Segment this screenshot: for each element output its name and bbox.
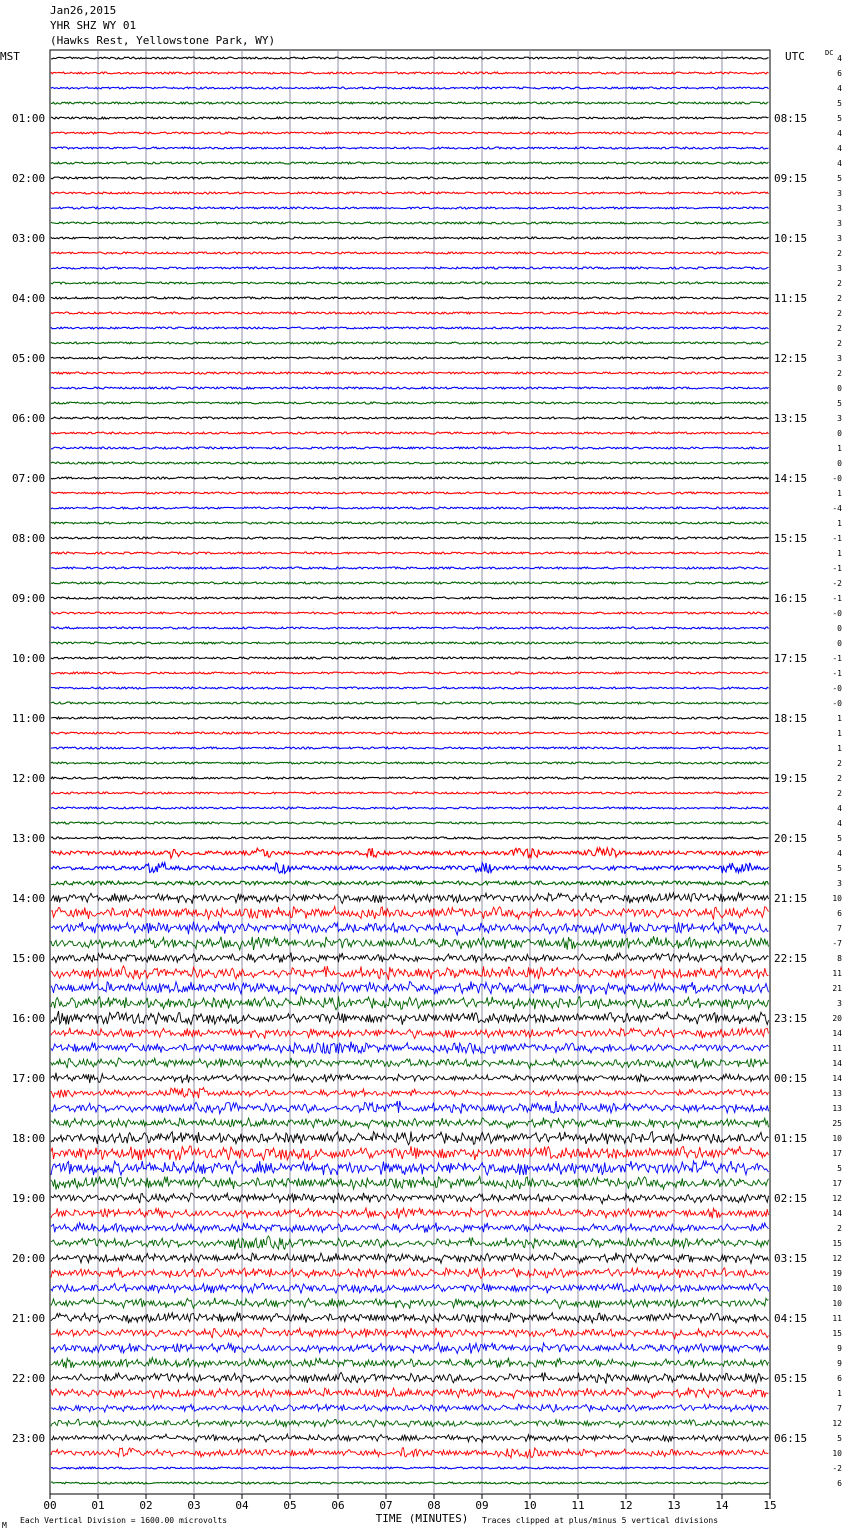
dc-offset-value: 1 <box>837 489 842 498</box>
utc-hour-label: 18:15 <box>774 712 808 725</box>
dc-offset-value: 2 <box>837 369 842 378</box>
mst-hour-label: 23:00 <box>12 1432 46 1445</box>
mst-hour-label: 06:00 <box>12 412 46 425</box>
seismic-trace <box>51 732 769 734</box>
dc-offset-value: 5 <box>837 99 842 108</box>
seismic-trace <box>51 357 769 359</box>
seismic-trace <box>51 1419 769 1427</box>
mst-hour-label: 04:00 <box>12 292 46 305</box>
dc-offset-value: 5 <box>837 174 842 183</box>
seismic-trace <box>51 1042 769 1054</box>
dc-offset-value: 10 <box>832 1284 842 1293</box>
utc-hour-label: 02:15 <box>774 1192 808 1205</box>
mst-hour-label: 22:00 <box>12 1372 46 1385</box>
record-date: Jan26,2015 <box>50 4 117 17</box>
dc-offset-value: 4 <box>837 819 842 828</box>
dc-offset-value: 3 <box>837 219 842 228</box>
seismic-trace <box>51 417 769 419</box>
dc-offset-value: 2 <box>837 789 842 798</box>
dc-offset-value: 6 <box>837 69 842 78</box>
mst-hour-label: 01:00 <box>12 112 46 125</box>
x-tick-label: 04 <box>235 1499 249 1512</box>
seismic-trace <box>51 447 769 449</box>
seismic-trace <box>51 687 769 689</box>
seismic-trace <box>51 312 769 314</box>
x-axis-label: TIME (MINUTES) <box>375 1512 469 1525</box>
seismic-trace <box>51 906 769 919</box>
mst-hour-label: 19:00 <box>12 1192 46 1205</box>
seismic-trace <box>51 642 769 644</box>
label-group <box>0 49 842 1525</box>
dc-offset-value: 3 <box>837 204 842 213</box>
utc-hour-label: 09:15 <box>774 172 808 185</box>
dc-offset-value: 2 <box>837 339 842 348</box>
dc-offset-value: 14 <box>832 1074 842 1083</box>
utc-axis-label: UTC <box>785 50 805 63</box>
utc-hour-label: 01:15 <box>774 1132 808 1145</box>
x-tick-label: 09 <box>475 1499 489 1512</box>
dc-offset-value: 5 <box>837 1164 842 1173</box>
dc-offset-value: 2 <box>837 309 842 318</box>
utc-hour-label: 11:15 <box>774 292 808 305</box>
seismic-trace <box>51 1088 769 1099</box>
dc-offset-value: -1 <box>832 534 842 543</box>
mst-hour-label: 07:00 <box>12 472 46 485</box>
seismic-trace <box>51 893 769 904</box>
x-tick-label: 14 <box>715 1499 729 1512</box>
utc-hour-label: 12:15 <box>774 352 808 365</box>
scale-note: Each Vertical Division = 1600.00 microvolts <box>20 1516 228 1525</box>
dc-offset-value: 0 <box>837 429 842 438</box>
utc-hour-label: 21:15 <box>774 892 808 905</box>
dc-offset-value: 3 <box>837 879 842 888</box>
dc-offset-value: 15 <box>832 1329 842 1338</box>
seismic-trace <box>51 1176 769 1189</box>
seismic-trace <box>51 177 769 179</box>
dc-offset-value: 10 <box>832 1299 842 1308</box>
seismic-trace <box>51 672 769 674</box>
seismic-trace <box>51 297 769 299</box>
x-tick-label: 10 <box>523 1499 537 1512</box>
seismic-trace <box>51 1434 769 1442</box>
mst-hour-label: 20:00 <box>12 1252 46 1265</box>
x-tick-label: 08 <box>427 1499 441 1512</box>
seismic-trace <box>51 1253 769 1264</box>
dc-offset-value: 11 <box>832 1044 842 1053</box>
mst-hour-label: 05:00 <box>12 352 46 365</box>
dc-offset-value: 3 <box>837 264 842 273</box>
dc-offset-value: 10 <box>832 1134 842 1143</box>
dc-offset-value: 3 <box>837 234 842 243</box>
seismic-trace <box>51 507 769 509</box>
dc-offset-value: 5 <box>837 1434 842 1443</box>
seismic-trace <box>51 921 769 935</box>
dc-offset-value: -1 <box>832 669 842 678</box>
seismic-trace <box>51 1146 769 1160</box>
seismic-trace <box>51 342 769 344</box>
utc-hour-label: 10:15 <box>774 232 808 245</box>
dc-offset-value: 7 <box>837 1404 842 1413</box>
dc-offset-value: -4 <box>832 504 842 513</box>
seismic-trace <box>51 72 769 74</box>
dc-offset-value: 4 <box>837 129 842 138</box>
dc-offset-value: -1 <box>832 564 842 573</box>
seismic-trace <box>51 1208 769 1219</box>
x-tick-label: 02 <box>139 1499 153 1512</box>
seismic-trace <box>51 387 769 389</box>
seismic-trace <box>51 1482 769 1484</box>
seismic-trace <box>51 477 769 479</box>
x-tick-label: 01 <box>91 1499 105 1512</box>
dc-offset-value: 4 <box>837 84 842 93</box>
dc-offset-value: 1 <box>837 549 842 558</box>
seismic-trace <box>51 747 769 749</box>
seismic-trace <box>51 117 769 119</box>
dc-offset-value: 4 <box>837 54 842 63</box>
dc-offset-value: 4 <box>837 804 842 813</box>
mst-hour-label: 21:00 <box>12 1312 46 1325</box>
seismic-trace <box>51 1388 769 1399</box>
dc-offset-value: 2 <box>837 279 842 288</box>
dc-offset-value: 6 <box>837 1479 842 1488</box>
x-tick-label: 03 <box>187 1499 201 1512</box>
dc-offset-value: 25 <box>832 1119 842 1128</box>
trace-group <box>51 57 769 1484</box>
seismic-trace <box>51 582 769 584</box>
seismic-trace <box>51 1161 769 1175</box>
dc-offset-value: 2 <box>837 249 842 258</box>
dc-offset-value: 1 <box>837 1389 842 1398</box>
seismic-trace <box>51 996 769 1009</box>
seismic-trace <box>51 267 769 269</box>
dc-offset-value: -0 <box>832 699 842 708</box>
seismic-trace <box>51 981 769 994</box>
dc-offset-value: 20 <box>832 1014 842 1023</box>
seismic-trace <box>51 1028 769 1039</box>
dc-offset-value: -0 <box>832 609 842 618</box>
seismic-trace <box>51 1118 769 1129</box>
dc-offset-value: -2 <box>832 1464 842 1473</box>
seismic-trace <box>51 953 769 963</box>
dc-offset-value: 0 <box>837 459 842 468</box>
x-tick-label: 06 <box>331 1499 345 1512</box>
seismic-trace <box>51 552 769 554</box>
dc-offset-value: 5 <box>837 114 842 123</box>
dc-offset-value: 12 <box>832 1254 842 1263</box>
mst-hour-label: 13:00 <box>12 832 46 845</box>
seismic-trace <box>51 1283 769 1293</box>
seismic-trace <box>51 848 769 859</box>
dc-offset-value: 14 <box>832 1059 842 1068</box>
seismic-trace <box>51 1223 769 1233</box>
seismic-trace <box>51 567 769 569</box>
utc-hour-label: 20:15 <box>774 832 808 845</box>
seismic-trace <box>51 1372 769 1383</box>
utc-hour-label: 13:15 <box>774 412 808 425</box>
utc-hour-label: 06:15 <box>774 1432 808 1445</box>
dc-offset-value: 19 <box>832 1269 842 1278</box>
seismic-trace <box>51 1313 769 1324</box>
dc-offset-value: 11 <box>832 969 842 978</box>
seismic-trace <box>51 702 769 704</box>
seismic-trace <box>51 1448 769 1458</box>
dc-offset-value: 13 <box>832 1089 842 1098</box>
seismic-trace <box>51 1358 769 1369</box>
dc-offset-value: 17 <box>832 1149 842 1158</box>
utc-hour-label: 05:15 <box>774 1372 808 1385</box>
x-tick-label: 00 <box>43 1499 57 1512</box>
utc-hour-label: 08:15 <box>774 112 808 125</box>
dc-offset-value: 10 <box>832 894 842 903</box>
dc-offset-value: 3 <box>837 189 842 198</box>
seismic-trace <box>51 87 769 89</box>
seismic-trace <box>51 237 769 239</box>
mst-hour-label: 16:00 <box>12 1012 46 1025</box>
dc-offset-value: 2 <box>837 294 842 303</box>
dc-offset-value: 4 <box>837 849 842 858</box>
utc-hour-label: 04:15 <box>774 1312 808 1325</box>
x-tick-label: 15 <box>763 1499 777 1512</box>
seismic-trace <box>51 1131 769 1144</box>
dc-offset-value: -1 <box>832 594 842 603</box>
seismic-trace <box>51 762 769 764</box>
utc-hour-label: 23:15 <box>774 1012 808 1025</box>
dc-offset-value: 1 <box>837 519 842 528</box>
dc-offset-value: -7 <box>832 939 842 948</box>
station-code: YHR SHZ WY 01 <box>50 19 137 32</box>
mst-hour-label: 12:00 <box>12 772 46 785</box>
seismic-trace <box>51 1343 769 1354</box>
dc-offset-value: -1 <box>832 654 842 663</box>
dc-offset-value: 15 <box>832 1239 842 1248</box>
dc-offset-value: 4 <box>837 159 842 168</box>
seismic-trace <box>51 1298 769 1309</box>
dc-offset-value: 2 <box>837 1224 842 1233</box>
plot-grid <box>50 50 770 1494</box>
seismic-trace <box>51 537 769 539</box>
dc-offset-value: 9 <box>837 1359 842 1368</box>
dc-offset-value: 10 <box>832 1449 842 1458</box>
seismic-trace <box>51 1467 769 1469</box>
seismic-trace <box>51 597 769 599</box>
dc-offset-value: -2 <box>832 579 842 588</box>
utc-hour-label: 00:15 <box>774 1072 808 1085</box>
plot-frame <box>50 50 770 1494</box>
dc-column-label: DC <box>825 49 834 57</box>
dc-offset-value: 7 <box>837 924 842 933</box>
dc-offset-value: 12 <box>832 1194 842 1203</box>
seismic-trace <box>51 132 769 134</box>
dc-offset-value: 14 <box>832 1209 842 1218</box>
mst-hour-label: 08:00 <box>12 532 46 545</box>
seismic-trace <box>51 222 769 224</box>
seismic-trace <box>51 627 769 629</box>
dc-offset-value: 8 <box>837 954 842 963</box>
dc-offset-value: 0 <box>837 624 842 633</box>
seismic-trace <box>51 432 769 434</box>
seismic-trace <box>51 372 769 374</box>
mst-hour-label: 17:00 <box>12 1072 46 1085</box>
seismic-trace <box>51 1328 769 1339</box>
seismic-trace <box>51 1073 769 1083</box>
x-tick-label: 05 <box>283 1499 297 1512</box>
dc-offset-value: 1 <box>837 444 842 453</box>
utc-hour-label: 16:15 <box>774 592 808 605</box>
mst-axis-label: MST <box>0 50 20 63</box>
seismic-trace <box>51 327 769 329</box>
seismic-trace <box>51 717 769 719</box>
x-tick-label: 13 <box>667 1499 681 1512</box>
dc-offset-value: 14 <box>832 1029 842 1038</box>
mst-hour-label: 15:00 <box>12 952 46 965</box>
seismic-trace <box>51 1193 769 1204</box>
seismic-trace <box>51 612 769 614</box>
dc-offset-value: 1 <box>837 729 842 738</box>
seismic-trace <box>51 1101 769 1114</box>
seismic-trace <box>51 1058 769 1069</box>
dc-offset-value: 13 <box>832 1104 842 1113</box>
seismic-trace <box>51 777 769 779</box>
seismic-trace <box>51 192 769 194</box>
seismic-trace <box>51 863 769 874</box>
dc-offset-value: 17 <box>832 1179 842 1188</box>
seismic-trace <box>51 822 769 824</box>
seismic-trace <box>51 792 769 794</box>
dc-offset-value: 2 <box>837 759 842 768</box>
utc-hour-label: 19:15 <box>774 772 808 785</box>
dc-offset-value: 9 <box>837 1344 842 1353</box>
seismic-trace <box>51 657 769 659</box>
dc-offset-value: 2 <box>837 324 842 333</box>
seismic-trace <box>51 1236 769 1250</box>
seismic-trace <box>51 807 769 809</box>
dc-offset-value: 1 <box>837 714 842 723</box>
seismic-trace <box>51 936 769 950</box>
dc-offset-value: 2 <box>837 774 842 783</box>
footer-mark: M <box>2 1521 7 1530</box>
dc-offset-value: 1 <box>837 744 842 753</box>
utc-hour-label: 22:15 <box>774 952 808 965</box>
seismic-trace <box>51 252 769 254</box>
seismic-trace <box>51 282 769 284</box>
seismic-trace <box>51 402 769 404</box>
seismic-trace <box>51 1404 769 1412</box>
utc-hour-label: 17:15 <box>774 652 808 665</box>
utc-hour-label: 15:15 <box>774 532 808 545</box>
dc-offset-value: 3 <box>837 414 842 423</box>
seismic-trace <box>51 492 769 494</box>
mst-hour-label: 02:00 <box>12 172 46 185</box>
mst-hour-label: 09:00 <box>12 592 46 605</box>
seismic-trace <box>51 162 769 164</box>
mst-hour-label: 11:00 <box>12 712 46 725</box>
dc-offset-value: 21 <box>832 984 842 993</box>
dc-offset-value: 5 <box>837 864 842 873</box>
dc-offset-value: 4 <box>837 144 842 153</box>
seismic-trace <box>51 207 769 209</box>
station-location: (Hawks Rest, Yellowstone Park, WY) <box>50 34 276 47</box>
dc-offset-value: 3 <box>837 999 842 1008</box>
dc-offset-value: 5 <box>837 399 842 408</box>
seismic-trace <box>51 522 769 524</box>
dc-offset-value: 5 <box>837 834 842 843</box>
seismic-trace <box>51 462 769 464</box>
dc-offset-value: 6 <box>837 909 842 918</box>
clip-note: Traces clipped at plus/minus 5 vertical divisions <box>482 1516 719 1525</box>
utc-hour-label: 03:15 <box>774 1252 808 1265</box>
seismic-trace <box>51 102 769 104</box>
seismic-trace <box>51 57 769 59</box>
dc-offset-value: 11 <box>832 1314 842 1323</box>
dc-offset-value: -0 <box>832 684 842 693</box>
dc-offset-value: 0 <box>837 639 842 648</box>
dc-offset-value: 6 <box>837 1374 842 1383</box>
mst-hour-label: 10:00 <box>12 652 46 665</box>
seismic-trace <box>51 966 769 980</box>
dc-offset-value: -0 <box>832 474 842 483</box>
mst-hour-label: 18:00 <box>12 1132 46 1145</box>
x-tick-label: 07 <box>379 1499 393 1512</box>
seismic-trace <box>51 1011 769 1025</box>
utc-hour-label: 14:15 <box>774 472 808 485</box>
seismic-trace <box>51 881 769 885</box>
dc-offset-value: 12 <box>832 1419 842 1428</box>
dc-offset-value: 3 <box>837 354 842 363</box>
seismic-trace <box>51 1268 769 1279</box>
seismic-trace <box>51 147 769 149</box>
x-tick-label: 11 <box>571 1499 585 1512</box>
x-tick-label: 12 <box>619 1499 633 1512</box>
seismic-trace <box>51 837 769 839</box>
dc-offset-value: 0 <box>837 384 842 393</box>
mst-hour-label: 14:00 <box>12 892 46 905</box>
mst-hour-label: 03:00 <box>12 232 46 245</box>
